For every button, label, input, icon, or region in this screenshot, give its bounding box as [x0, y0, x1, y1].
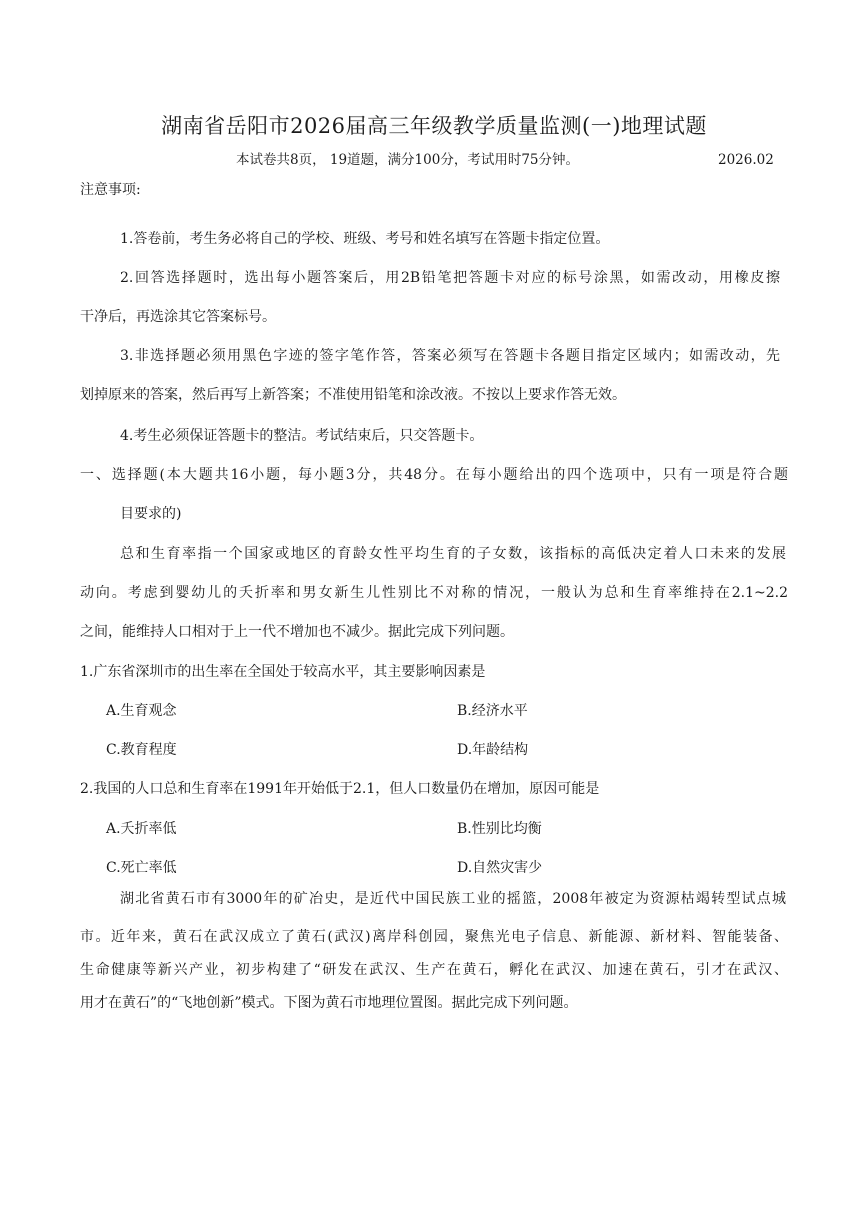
question-2-stem: 2.我国的人口总和生育率在1991年开始低于2.1，但人口数量仍在增加，原因可能是: [80, 781, 600, 797]
question-1-stem: 1.广东省深圳市的出生率在全国处于较高水平，其主要影响因素是: [80, 664, 486, 680]
passage-1-line-3: 之间，能维持人口相对于上一代不增加也不减少。据此完成下列问题。: [80, 624, 514, 640]
passage-2-line-4: 用才在黄石”的“飞地创新”模式。下图为黄石市地理位置图。据此完成下列问题。: [80, 995, 578, 1011]
question-1-option-b: B.经济水平: [457, 703, 528, 719]
passage-1-line-2: 动向。考虑到婴幼儿的夭折率和男女新生儿性别比不对称的情况，一般认为总和生育率维持在2.1~2.2: [80, 585, 788, 601]
notice-item-4: 4.考生必须保证答题卡的整洁。考试结束后，只交答题卡。: [120, 428, 484, 444]
exam-title: 湖南省岳阳市2026届高三年级教学质量监测(一)地理试题: [161, 114, 707, 138]
notice-item-2: 2.回答选择题时，选出每小题答案后，用2B铅笔把答题卡对应的标号涂黑，如需改动，用橡皮擦: [120, 270, 780, 286]
notice-item-1: 1.答卷前，考生务必将自己的学校、班级、考号和姓名填写在答题卡指定位置。: [120, 231, 610, 247]
notice-item-2-cont: 干净后，再选涂其它答案标号。: [80, 309, 276, 325]
exam-date: 2026.02: [718, 152, 774, 168]
question-2-option-c: C.死亡率低: [106, 860, 177, 876]
question-2-option-a: A.夭折率低: [106, 821, 177, 837]
question-2-option-d: D.自然灾害少: [457, 860, 543, 876]
question-1-option-d: D.年龄结构: [457, 742, 529, 758]
notice-item-3-cont: 划掉原来的答案，然后再写上新答案；不准使用铅笔和涂改液。不按以上要求作答无效。: [80, 387, 626, 403]
notice-item-3: 3.非选择题必须用黑色字迹的签字笔作答，答案必须写在答题卡各题目指定区域内；如需改动，先: [120, 348, 780, 364]
question-1-option-a: A.生育观念: [106, 703, 177, 719]
passage-2-line-1: 湖北省黄石市有3000年的矿冶史，是近代中国民族工业的摇篮，2008年被定为资源枯竭转型试点城: [120, 891, 786, 907]
section-1-heading: 一、选择题(本大题共16小题，每小题3分，共48分。在每小题给出的四个选项中，只有一项是符合题: [80, 467, 788, 483]
question-1-option-c: C.教育程度: [106, 742, 177, 758]
passage-2-line-2: 市。近年来，黄石在武汉成立了黄石(武汉)离岸科创园，聚焦光电子信息、新能源、新材料、智能装备、: [80, 929, 788, 945]
notice-heading: 注意事项:: [80, 182, 141, 198]
section-1-heading-cont: 目要求的): [120, 506, 182, 522]
passage-2-line-3: 生命健康等新兴产业，初步构建了“研发在武汉、生产在黄石，孵化在武汉、加速在黄石，引才在武汉、: [80, 962, 788, 978]
passage-1-line-1: 总和生育率指一个国家或地区的育龄女性平均生育的子女数，该指标的高低决定着人口未来的发展: [120, 546, 786, 562]
question-2-option-b: B.性别比均衡: [457, 821, 542, 837]
exam-subtitle: 本试卷共8页， 19道题，满分100分，考试用时75分钟。: [236, 152, 580, 168]
